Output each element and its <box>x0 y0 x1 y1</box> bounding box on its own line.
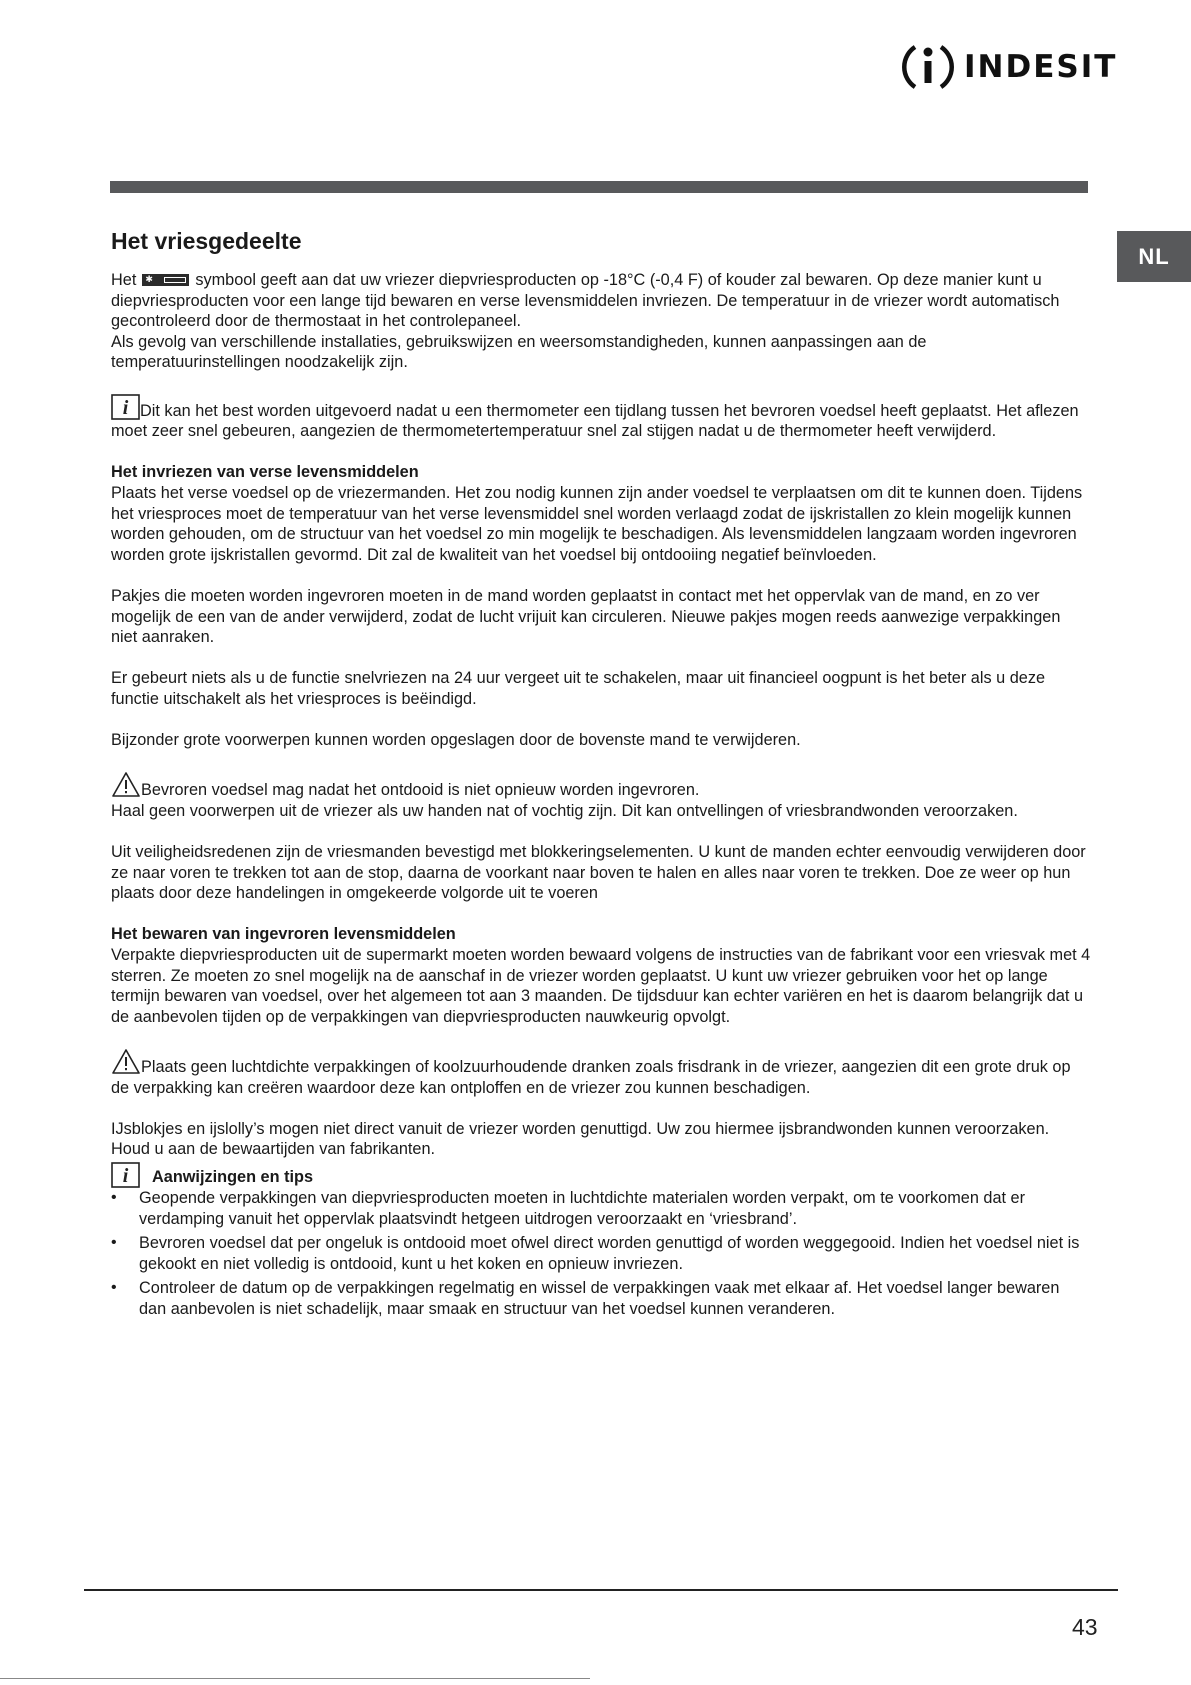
warning-airtight <box>111 1048 1091 1098</box>
intro-text: symbool geeft aan dat uw vriezer diepvriesproducten op -18°C (-0,4 F) of kouder zal bewaren. Op deze manier kunt u diepvriesproducten voor een lange tijd bewaren en verse levensmiddelen invriezen. De temperatuur in de vriezer wordt automatisch gecontroleerd door de thermostaat in het controlepaneel. <box>111 271 1060 331</box>
storage-paragraph-2b: Houd u aan de bewaartijden van fabrikanten. <box>111 1140 436 1159</box>
indesit-logo-icon <box>900 39 956 95</box>
freezer-star-symbol-icon: ✱ <box>142 274 189 286</box>
freezing-paragraph-5: Uit veiligheidsredenen zijn de vriesmanden bevestigd met blokkeringselementen. U kunt de manden echter eenvoudig verwijderen door ze naar voren te trekken tot aan de stop, daarna de voorkant naar boven te halen en alles naar voren te trekken. Doe ze weer op hun plaats door deze handelingen in omgekeerde volgorde uit te voeren <box>111 843 1086 903</box>
svg-text:i: i <box>122 1164 129 1187</box>
intro-lead: Het <box>111 271 137 289</box>
freezing-paragraph-2: Pakjes die moeten worden ingevroren moeten in de mand worden geplaatst in contact met het oppervlak van de mand, en zo ver mogelijk de een van de ander verwijderd, zodat de lucht vrijuit kan circuleren. Nieuwe pakjes mogen reeds aanwezige verpakkingen niet aanraken. <box>111 586 1061 647</box>
page-title: Het vriesgedeelte <box>111 228 302 254</box>
footer-rule <box>84 1589 1118 1591</box>
page-content <box>111 226 1091 1324</box>
info-icon <box>111 394 140 420</box>
intro-second-paragraph: Als gevolg van verschillende installaties, gebruikswijzen en weersomstandigheden, kunnen aanpassingen aan de temperatuurinstellingen noodzakelijk zijn. <box>111 332 927 372</box>
list-item: • Bevroren voedsel dat per ongeluk is ontdooid moet ofwel direct worden genuttigd of worden weggegooid. Indien het voedsel niet is gekookt en niet volledig is ontdooid, kunt u het koken en opnieuw invriezen. <box>111 1233 1091 1274</box>
freezing-paragraph-4: Bijzonder grote voorwerpen kunnen worden opgeslagen door de bovenste mand te verwijderen. <box>111 731 801 750</box>
freezing-paragraph-1: Plaats het verse voedsel op de vriezermanden. Het zou nodig kunnen zijn ander voedsel te verplaatsen om dit te kunnen doen. Tijdens het vriesproces moet de temperatuur van het verse levensmiddel snel worden verlaagd zodat de ijskristallen zo klein mogelijk kunnen worden gehouden, om de structuur van het voedsel zo min mogelijk te beschadigen. Als levensmiddelen langzaam worden ingevroren worden grote ijskristallen gevormd. Dit zal de kwaliteit van het voedsel bij ontdooiing negatief beïnvloeden. <box>111 483 1083 564</box>
warning-icon <box>111 1048 141 1075</box>
section-heading-freezing: Het invriezen van verse levensmiddelen <box>111 463 419 482</box>
list-item: • Controleer de datum op de verpakkingen regelmatig en wissel de verpakkingen vaak met elkaar af. Het voedsel langer bewaren dan aanbevolen is niet schadelijk, maar smaak en structuur van het voedsel kunnen veranderen. <box>111 1278 1091 1319</box>
note-thermometer <box>111 394 1091 442</box>
warning-icon <box>111 771 141 798</box>
note-thermometer-text: Dit kan het best worden uitgevoerd nadat u een thermometer een tijdlang tussen het bevroren voedsel heeft geplaatst. Het aflezen moet zeer snel gebeuren, aangezien de thermometertemperatuur snel zal stijgen nadat u de thermometer heeft verwijderd. <box>111 401 1079 441</box>
list-item: • Geopende verpakkingen van diepvriesproducten moeten in luchtdichte materialen worden verpakt, om te voorkomen dat er verdamping vanuit het oppervlak plaatsvindt hetgeen uitdrogen veroorzaakt en ‘vriesbrand’. <box>111 1188 1091 1229</box>
language-tab: NL <box>1117 231 1191 282</box>
header-rule <box>110 181 1088 193</box>
info-icon <box>111 1162 140 1188</box>
brand-name: INDESIT <box>964 49 1118 85</box>
warning-airtight-text: Plaats geen luchtdichte verpakkingen of koolzuurhoudende dranken zoals frisdrank in de vriezer, aangezien dit een grote druk op de verpakking kan creëren waardoor deze kan ontploffen en de vriezer zou kunnen beschadigen. <box>111 1057 1071 1097</box>
warning-refreeze <box>111 771 1091 801</box>
tips-list <box>111 1188 1091 1320</box>
tips-heading: Aanwijzingen en tips <box>152 1168 314 1187</box>
svg-text:i: i <box>122 396 129 419</box>
intro-paragraph <box>111 270 1091 332</box>
tips-heading-row <box>111 1162 1091 1188</box>
freezing-paragraph-3: Er gebeurt niets als u de functie snelvriezen na 24 uur vergeet uit te schakelen, maar uit financieel oogpunt is het beter als u deze functie uitschakelt als het vriesproces is beëindigd. <box>111 669 1046 708</box>
page-number: 43 <box>1072 1614 1098 1640</box>
section-heading-storage: Het bewaren van ingevroren levensmiddelen <box>111 925 456 944</box>
storage-paragraph-1: Verpakte diepvriesproducten uit de supermarkt moeten worden bewaard volgens de instructies van de fabrikant voor een vriesvak met 4 sterren. Ze moeten zo snel mogelijk na de aanschaf in de vriezer worden geplaatst. U kunt uw vriezer gebruiken voor het op lange termijn bewaren van voedsel, over het algemeen tot aan 3 maanden. De tijdsduur kan echter variëren en het is daarom belangrijk dat u de aanbevolen tijden op de verpakkingen van diepvriesproducten nauwkeurig opvolgt. <box>111 946 1091 1026</box>
brand-logo <box>900 40 1117 94</box>
warning-refreeze-text: Bevroren voedsel mag nadat het ontdooid is niet opnieuw worden ingevroren. <box>141 781 700 800</box>
footer-crop-line <box>0 1678 590 1679</box>
warning-wet-hands: Haal geen voorwerpen uit de vriezer als uw handen nat of vochtig zijn. Dit kan ontvellingen of vriesbrandwonden veroorzaken. <box>111 801 1018 820</box>
storage-paragraph-2a: IJsblokjes en ijslolly’s mogen niet direct vanuit de vriezer worden genuttigd. Uw zou hiermee ijsbrandwonden kunnen veroorzaken. <box>111 1119 1050 1138</box>
